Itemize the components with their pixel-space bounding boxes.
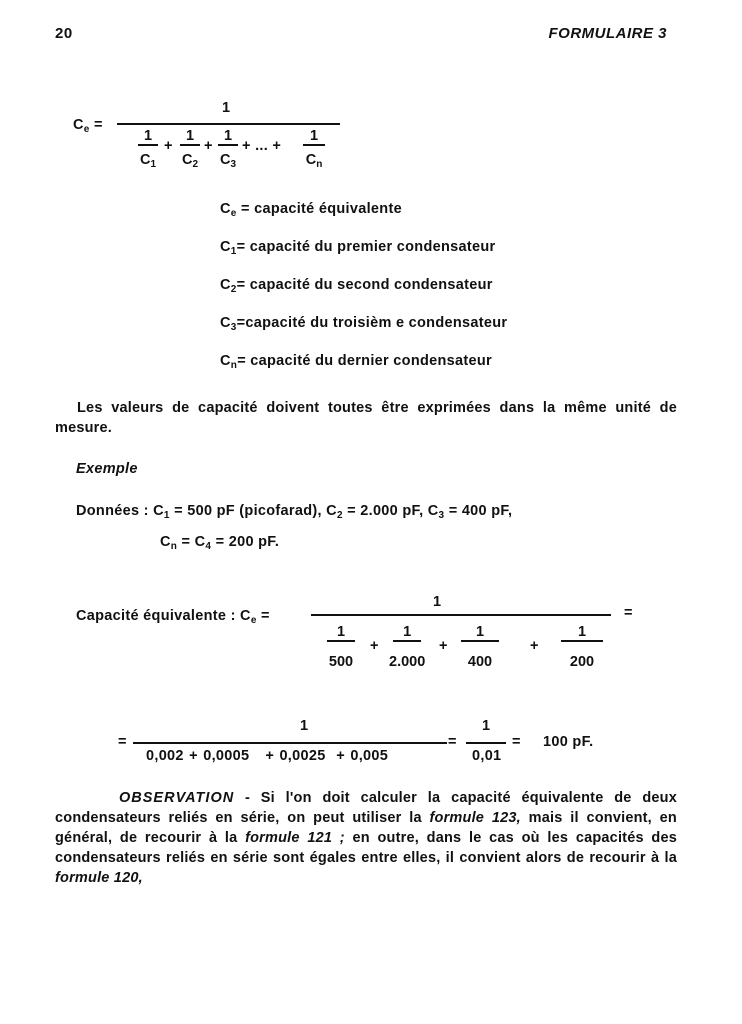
- term-400: 1 400: [461, 624, 499, 670]
- term-c2: 1 $C_2$: [181, 128, 199, 170]
- equiv-main-bar: [311, 614, 611, 616]
- formula-numerator: 1: [222, 100, 231, 116]
- term-c1: 1 $C_1$: [139, 128, 157, 170]
- definition-c3: $C_3=capacité$ du troisièm e condensateur: [220, 315, 508, 333]
- equiv-label: Capacité équivalente : $C_e$ =: [76, 608, 270, 626]
- units-note: Les valeurs de capacité doivent toutes être exprimées dans la même unité de mesure.: [55, 400, 677, 436]
- example-data-line2: $C_n = C_4 = 200$ pF.: [160, 534, 280, 552]
- equiv-numerator: 1: [433, 594, 442, 610]
- formula-ref-121: formule 121 ;: [245, 830, 345, 846]
- term-c3: 1 $C_3$: [219, 128, 237, 170]
- term-200: 1 200: [561, 624, 603, 670]
- definition-c2: $C_2=$ capacité du second condensateur: [220, 277, 493, 295]
- term-2000: 1 2.000: [389, 624, 426, 670]
- formula-ref-120: formule 120,: [55, 870, 143, 886]
- section-title: FORMULAIRE 3: [548, 25, 667, 42]
- ellipsis: + ... +: [242, 138, 282, 154]
- formula-lhs: $C_e$ =: [73, 117, 103, 135]
- term-500: 1 500: [328, 624, 354, 670]
- sum-denominator: 0,002 + 0,0005 + 0,0025 + 0,005: [146, 748, 389, 764]
- observation-paragraph: OBSERVATION - Si l'on doit calculer la capacité équivalente de deux condensateurs reliés en série, on peut utiliser la formule 123, mais il convient, en général, de recourir à la formule 121 ; en outre, dans le cas où les capacités des condensateurs reliés en série sont égales entre elles, il convient alors de recourir à la formule 120,: [55, 790, 677, 886]
- definition-c1: $C_1=$ capacité du premier condensateur: [220, 239, 496, 257]
- definition-cn: $C_n=$ capacité du dernier condensateur: [220, 353, 492, 371]
- page-number: 20: [55, 25, 73, 42]
- result-value: 100 pF.: [543, 734, 594, 750]
- formula-main-bar: [117, 123, 340, 125]
- formula-ref-123: formule 123,: [429, 810, 521, 826]
- term-cn: 1 $C_n$: [303, 128, 325, 170]
- example-data-line1: Données : $C_1 = 500$ pF (picofarad), $C_2 = 2.000$ pF, $C_3 = 400$ pF,: [76, 503, 513, 521]
- definition-ce: $C_e$ = capacité équivalente: [220, 201, 402, 219]
- example-title: Exemple: [76, 461, 138, 477]
